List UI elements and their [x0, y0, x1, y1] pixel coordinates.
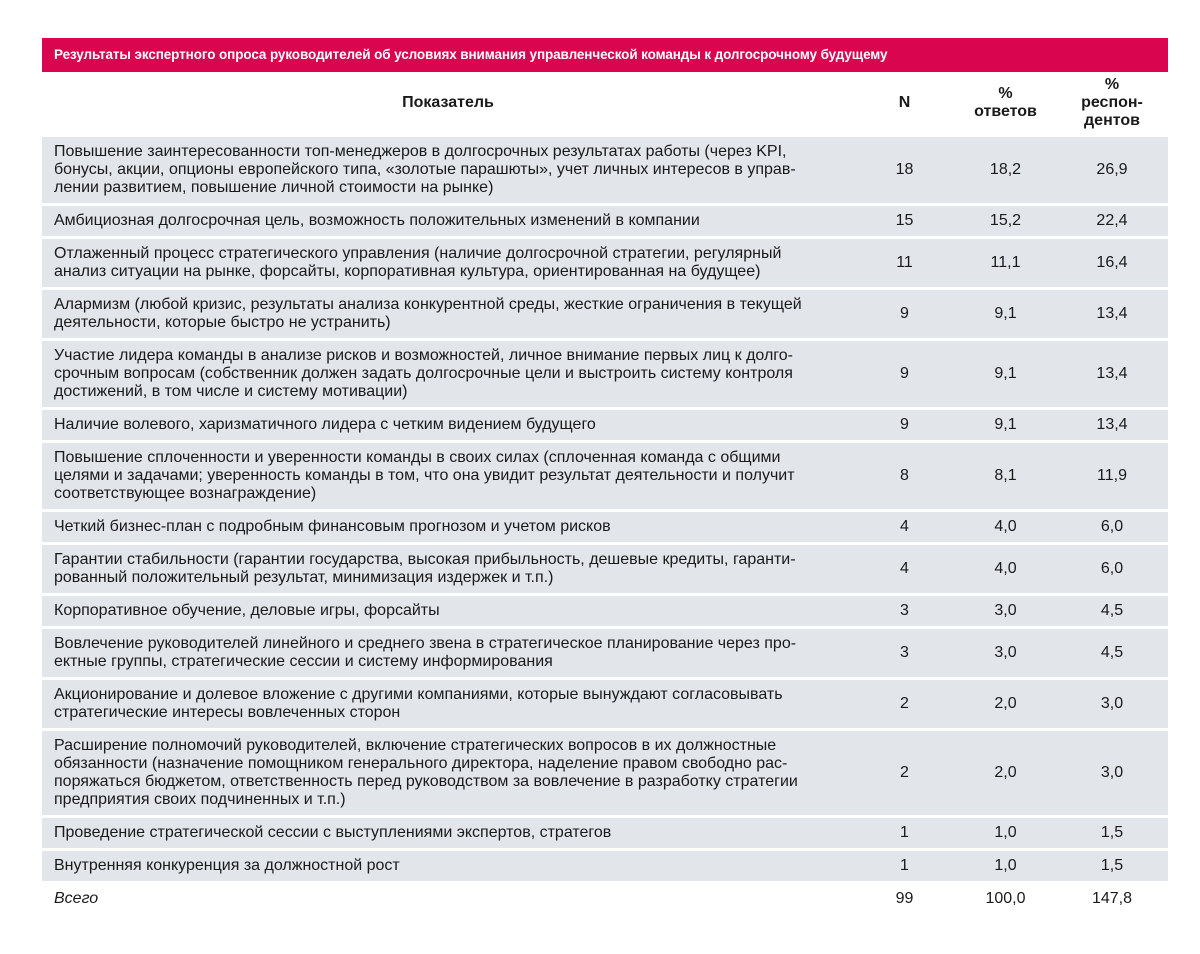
- row-pct-respondents: 11,9: [1097, 467, 1127, 484]
- row-pct-respondents: 6,0: [1100, 518, 1124, 535]
- row-indicator-line: Вовлечение руководителей линейного и среднего звена в стратегическое планирование через про-: [54, 635, 797, 652]
- row-pct-respondents: 13,4: [1096, 365, 1128, 382]
- row-pct-respondents: 6,0: [1100, 560, 1124, 577]
- row-pct-answers: 3,0: [994, 602, 1017, 619]
- row-pct-answers: 4,0: [994, 560, 1017, 577]
- table-body: [42, 134, 1168, 914]
- row-pct-answers: 9,1: [994, 416, 1017, 433]
- row-indicator-line: соответствующее вознаграждение): [54, 485, 317, 502]
- table-row: [42, 236, 1168, 287]
- row-indicator-line: Корпоративное обучение, деловые игры, форсайты: [54, 602, 440, 619]
- table-row: [42, 815, 1168, 848]
- row-pct-respondents: 13,4: [1096, 416, 1128, 433]
- row-pct-answers: 2,0: [994, 764, 1017, 781]
- table-row: [42, 626, 1168, 677]
- row-pct-answers: 9,1: [994, 365, 1017, 382]
- row-indicator: [42, 137, 854, 203]
- row-indicator: [42, 596, 854, 626]
- row-pct-respondents: 1,5: [1100, 857, 1124, 874]
- total-label: Всего: [54, 890, 99, 907]
- table-total-row: [42, 881, 1168, 914]
- header-pct-answers-line1: %: [998, 85, 1013, 102]
- row-indicator-line: стратегические интересы вовлеченных сторон: [54, 704, 401, 721]
- survey-table: [42, 38, 1168, 914]
- row-pct-answers: 18,2: [989, 161, 1022, 178]
- row-n: 4: [900, 560, 909, 577]
- row-indicator-line: Участие лидера команды в анализе рисков и возможностей, личное внимание первых лиц к долго-: [54, 347, 793, 364]
- row-indicator-line: рованный положительный результат, минимизация издержек и т.п.): [54, 569, 554, 586]
- row-n: 11: [896, 254, 913, 271]
- row-indicator-line: поряжаться бюджетом, ответственность перед руководством за вовлечение в разработку стратегии: [54, 773, 798, 790]
- row-indicator-line: достижений, в том числе и систему мотивации): [54, 383, 408, 400]
- row-indicator-line: Расширение полномочий руководителей, включение стратегических вопросов в их должностные: [54, 737, 777, 754]
- row-pct-respondents: 22,4: [1096, 212, 1128, 229]
- header-pct-respondents: [1056, 72, 1168, 134]
- header-n: N: [898, 94, 911, 111]
- row-pct-answers: 3,0: [994, 644, 1017, 661]
- row-pct-respondents: 3,0: [1100, 695, 1124, 712]
- row-indicator-line: ектные группы, стратегические сессии и систему информирования: [54, 653, 553, 670]
- header-indicator: Показатель: [402, 94, 494, 111]
- row-indicator: [42, 629, 854, 677]
- row-n: 9: [900, 305, 909, 322]
- row-pct-respondents: 4,5: [1100, 644, 1124, 661]
- row-indicator-line: анализ ситуации на рынке, форсайты, корпоративная культура, ориентированная на будущее): [54, 263, 761, 280]
- table-row: [42, 440, 1168, 509]
- row-indicator: [42, 851, 854, 881]
- row-indicator: [42, 545, 854, 593]
- row-indicator-line: Алармизм (любой кризис, результаты анализа конкурентной среды, жесткие ограничения в текущей: [54, 296, 802, 313]
- header-pct-answers: [955, 72, 1056, 134]
- row-pct-answers: 1,0: [994, 824, 1017, 841]
- row-indicator-line: срочным вопросам (собственник должен задать долгосрочные цели и выстроить систему контроля: [54, 365, 793, 382]
- table-row: [42, 677, 1168, 728]
- row-n: 4: [900, 518, 909, 535]
- row-indicator-line: Повышение заинтересованности топ-менеджеров в долгосрочных результатах работы (через KPI,: [54, 143, 787, 160]
- table-row: [42, 203, 1168, 236]
- header-pct-resp-line3: дентов: [1084, 112, 1140, 129]
- row-pct-answers: 11,1: [990, 254, 1021, 271]
- table-row: [42, 542, 1168, 593]
- header-pct-answers-line2: ответов: [974, 103, 1037, 120]
- row-pct-respondents: 1,5: [1100, 824, 1124, 841]
- row-indicator-line: лении развитием, повышение личной стоимости на рынке): [54, 179, 494, 196]
- table-row: [42, 848, 1168, 881]
- row-indicator-line: Четкий бизнес-план с подробным финансовым прогнозом и учетом рисков: [54, 518, 611, 535]
- row-indicator: [42, 290, 854, 338]
- table-row: [42, 407, 1168, 440]
- row-indicator: [42, 512, 854, 542]
- row-pct-respondents: 4,5: [1100, 602, 1124, 619]
- row-n: 9: [900, 416, 909, 433]
- row-indicator: [42, 410, 854, 440]
- row-n: 3: [900, 602, 909, 619]
- table-row: [42, 287, 1168, 338]
- row-n: 15: [895, 212, 914, 229]
- total-n: 99: [895, 890, 914, 907]
- row-indicator: [42, 731, 854, 815]
- table-row: [42, 509, 1168, 542]
- row-n: 18: [895, 161, 914, 178]
- row-pct-respondents: 3,0: [1100, 764, 1124, 781]
- row-indicator-line: предприятия своих подчиненных и т.п.): [54, 791, 346, 808]
- row-indicator-line: целями и задачами; уверенность команды в том, что она увидит результат деятельности и получит: [54, 467, 795, 484]
- row-indicator: [42, 680, 854, 728]
- header-pct-resp-line1: %: [1104, 76, 1120, 93]
- header-pct-resp-line2: респон-: [1081, 94, 1143, 111]
- row-pct-answers: 1,0: [994, 857, 1017, 874]
- table-header: [42, 72, 1168, 134]
- total-pct-answers: 100,0: [985, 890, 1026, 907]
- row-indicator-line: Повышение сплоченности и уверенности команды в своих силах (сплоченная команда с общими: [54, 449, 781, 466]
- row-indicator: [42, 239, 854, 287]
- table-row: [42, 593, 1168, 626]
- row-indicator-line: Наличие волевого, харизматичного лидера с четким видением будущего: [54, 416, 596, 433]
- row-indicator: [42, 341, 854, 407]
- table-title: Результаты экспертного опроса руководителей об условиях внимания управленческой команды к долгосрочному будущему: [42, 38, 1168, 72]
- row-pct-answers: 8,1: [994, 467, 1017, 484]
- table-row: [42, 338, 1168, 407]
- row-pct-respondents: 26,9: [1096, 161, 1128, 178]
- row-indicator-line: Гарантии стабильности (гарантии государства, высокая прибыльность, дешевые кредиты, гаранти-: [54, 551, 796, 568]
- row-indicator-line: Амбициозная долгосрочная цель, возможность положительных изменений в компании: [54, 212, 700, 229]
- row-n: 1: [900, 857, 909, 874]
- table-row: [42, 134, 1168, 203]
- row-pct-respondents: 13,4: [1096, 305, 1128, 322]
- row-pct-answers: 4,0: [994, 518, 1017, 535]
- row-indicator-line: Внутренняя конкуренция за должностной рост: [54, 857, 400, 874]
- row-indicator: [42, 206, 854, 236]
- row-indicator-line: деятельности, которые быстро не устранить): [54, 314, 391, 331]
- row-n: 3: [900, 644, 909, 661]
- table-row: [42, 728, 1168, 815]
- row-n: 1: [900, 824, 909, 841]
- row-indicator: [42, 443, 854, 509]
- row-indicator-line: бонусы, акции, опционы европейского типа, «золотые парашюты», учет личных интересов в управ-: [54, 161, 796, 178]
- row-indicator-line: Акционирование и долевое вложение с другими компаниями, которые вынуждают согласовывать: [54, 686, 783, 703]
- row-n: 9: [900, 365, 909, 382]
- row-pct-answers: 15,2: [989, 212, 1022, 229]
- row-n: 8: [900, 467, 909, 484]
- row-n: 2: [900, 764, 909, 781]
- row-indicator: [42, 818, 854, 848]
- row-indicator-line: Отлаженный процесс стратегического управления (наличие долгосрочной стратегии, регулярный: [54, 245, 782, 262]
- row-n: 2: [900, 695, 909, 712]
- row-indicator-line: обязанности (назначение помощником генерального директора, наделение правом свободно рас-: [54, 755, 788, 772]
- row-pct-answers: 9,1: [994, 305, 1017, 322]
- row-indicator-line: Проведение стратегической сессии с выступлениями экспертов, стратегов: [54, 824, 612, 841]
- row-pct-respondents: 16,4: [1096, 254, 1128, 271]
- row-pct-answers: 2,0: [994, 695, 1017, 712]
- total-pct-respondents: 147,8: [1091, 890, 1133, 907]
